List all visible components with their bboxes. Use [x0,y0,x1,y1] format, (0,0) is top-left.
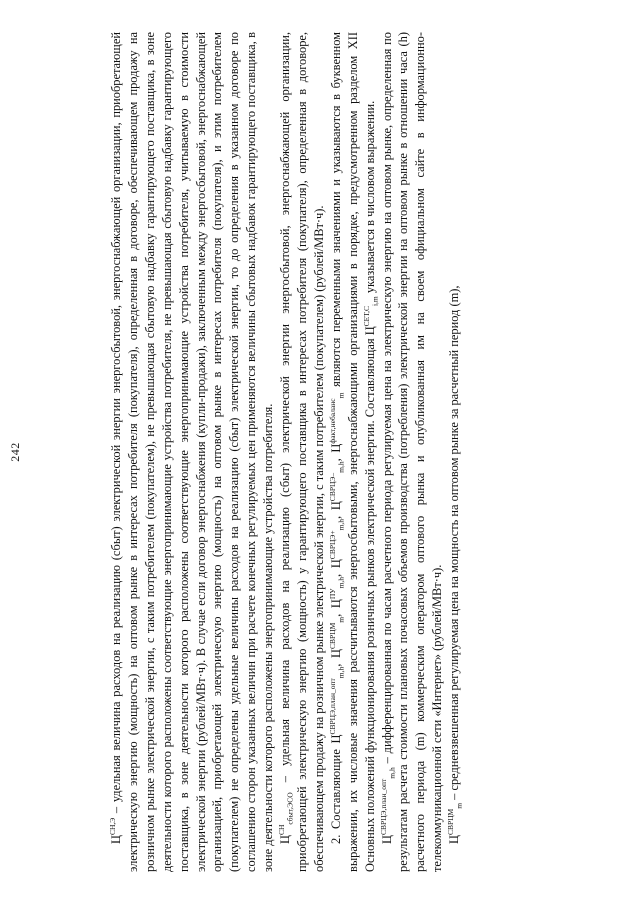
paragraph-5 [446,32,463,872]
formula-symbol: $Ц^{факт,небаланс}_m$ [327,392,346,453]
formula-symbol: $Ц^{СВРЦЭ+}_{m,h}$ [327,518,346,569]
paragraph-5-text: – средневзвешенная регулируемая цена на мощность на оптовом рынке за расчетный период (m), [447,285,462,800]
paragraph-4-text: – дифференцированная по часам расчетного периода регулируемая цена на электрическую энергию на оптовом рынке, определенная по результатам расчета стоимости плановых почасовых объемов производства (потребления) электрической энергии на оптовом рынке в отношении часа (h) расчетного периода (m) коммерческим оператором оптового рынка и опубликованная им на своем официальном сайте в информационно-телекоммуникационной сети «Интернет» (рублей/МВт·ч). [379,32,445,872]
page-number: 242 [8,442,22,462]
formula-symbol: $Ц^{СВРЦЭ,план\_опт}_{m,h}$ [327,666,346,744]
formula-symbol: $Ц^{СВРЦМ}_m$ [446,802,464,844]
paragraph-3-end: указывается в числовом выражении. [362,100,377,294]
formula-symbol: $Ц^{СВРЦЭ,план\_опт}_{m,h}$ [378,767,396,844]
rotated-content [8,31,578,872]
formula-symbol: $Ц^{ПУ}_{m,h}$ [327,576,346,609]
paragraph-2-text: – удельная величина расходов на реализацию (сбыт) электрической энергии энергосбытовой, энергоснабжающей организации, приобретающей электрическую энергию (мощность) у гарантирующего поставщика в интересах потребителя (покупателя), определенная в договоре, обеспечивающем продажу на розничном рынке электрической энергии, с таким потребителем (покупателем) (рублей/МВт·ч). [278,32,326,872]
paragraph-3-lead: 2. Составляющие [328,749,343,844]
formula-symbol: $Ц^{СН,Э}$ [107,817,123,844]
paragraph-1 [108,32,277,872]
paragraph-3: 2. Составляющие $Ц^{СВРЦЭ,план\_опт}_{m,h}$, $Ц^{СВРЦМ}_m$, $Ц^{ПУ}_{m,h}$, $Ц^{СВРЦЭ+}_{m,h}$, $Ц^{СВРЦЭ-}_{m,h}$, $Ц^{факт,небаланс}_m$ являются переменными значениями и указываются в буквенном выражении, их числовые значения рассчитываются энергосбытовыми, энергоснабжающими организациями в порядке, предусмотренном разделом XII Основных положений функционирования розничных рынков электрической энергии. Составляющая $Ц^{СЕТ,С}_{i,m}$ указывается в числовом выражении. [327,31,380,872]
formula-symbol: $Ц^{СВРЦЭ-}_{m,h}$ [327,461,346,511]
formula-symbol: $Ц^{СН}_{сбыт,ЭСО}$ [276,792,295,844]
paragraph-2 [277,32,328,872]
paragraph-4 [379,32,447,872]
formula-symbol: $Ц^{СЕТ,С}_{i,m}$ [361,296,380,336]
paragraph-3-text: являются переменными значениями и указываются в буквенном выражении, их числовые значения рассчитываются энергосбытовыми, энергоснабжающими организациями в порядке, предусмотренном разделом XII Основных положений функционирования розничных рынков электрической энергии. Составляющая [328,31,377,872]
paragraph-1-text: – удельная величина расходов на реализацию (сбыт) электрической энергии энергосбытовой, энергоснабжающей организации, приобретающей электрическую энергию (мощность) на оптовом рынке в интересах потребителя (покупателя), определенная в договоре, обеспечивающем продажу на розничном рынке электрической энергии, с таким потребителем (покупателем), не превышающая сбытовую надбавку гарантирующего поставщика, в зоне деятельности которого расположены соответствующие энергопринимающие устройства потребителя, не превышающая сбытовую надбавку гарантирующего поставщика, в зоне деятельности которого расположены соответствующие энергопринимающие устройства потребителя, учитываемую в стоимости электрической энергии (рублей/МВт·ч). В случае если договор энергоснабжения (купли-продажи), заключенным между энергосбытовой, энергоснабжающей организацией, приобретающей электрическую энергию (мощность) на оптовом рынке в интересах потребителя (покупателя), и этим потребителем (покупателем) не определены удельные величины расходов на реализацию (сбыт) электрической энергии, то до определения в указанном договоре по соглашению сторон указанных величин при расчете конечных регулируемых цен применяются величины сбытовых надбавок гарантирующего поставщика, в зоне деятельности которого расположены энергопринимающие устройства потребителя. [109,32,276,872]
formula-symbol: $Ц^{СВРЦМ}_m$ [327,616,346,658]
